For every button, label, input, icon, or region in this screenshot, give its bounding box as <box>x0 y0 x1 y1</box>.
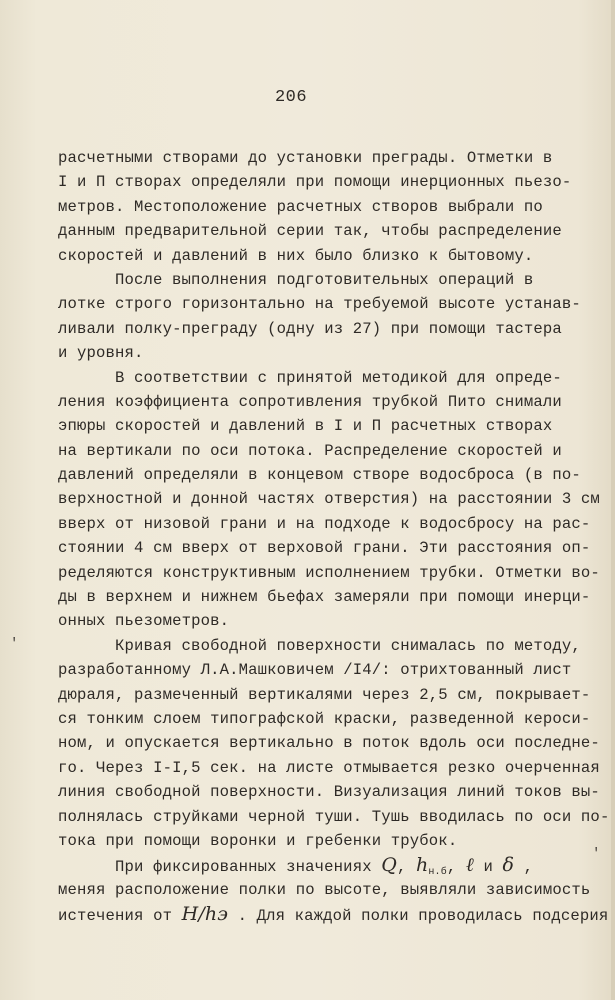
page-number: 206 <box>274 88 308 107</box>
text-line: скоростей и давлений в них было близко к бытовому. <box>58 246 534 265</box>
text-line: данным предварительной серии так, чтобы распределение <box>58 222 562 241</box>
body-text <box>58 146 610 927</box>
text-line: линия свободной поверхности. Визуализация линий токов вы- <box>58 783 600 802</box>
separator: , <box>523 858 534 877</box>
page-edge <box>611 0 615 1000</box>
line-text: истечения от <box>58 907 173 926</box>
text-line: стоянии 4 см вверх от верховой грани. Эти расстояния оп- <box>58 539 591 558</box>
text-line: ливали полку-преграду (одну из 27) при помощи тастера <box>58 319 562 338</box>
text-line: лотке строго горизонтально на требуемой высоте устанав- <box>58 295 581 314</box>
text-line: ном, и опускается вертикально в поток вдоль оси последне- <box>58 734 600 753</box>
symbol-h: h <box>416 854 429 877</box>
text-line: I и П створах определяли при помощи инерционных пьезо- <box>58 173 572 192</box>
text-line: разработанному Л.А.Машковичем /I4/: отрихтованный лист <box>58 661 572 680</box>
text-line: го. Через I-I,5 сек. на листе отмывается резко очерченная <box>58 758 600 777</box>
text-line: эпюры скоростей и давлений в I и П расчетных створах <box>58 417 553 436</box>
paragraph-start: После выполнения подготовительных операций в <box>115 270 534 289</box>
symbol-h-subscript: н.б <box>428 867 447 879</box>
text-line: ределяются конструктивным исполнением трубки. Отметки во- <box>58 563 600 582</box>
text-line: меняя расположение полки по высоте, выявляли зависимость <box>58 880 591 899</box>
text-line: ся тонким слоем типографской краски, разведенной кероси- <box>58 709 591 728</box>
margin-mark-right: ' <box>592 846 601 862</box>
text-line: метров. Местоположение расчетных створов выбрали по <box>58 197 543 216</box>
text-line: вверх от низовой грани и на подходе к водосбросу на рас- <box>58 514 591 533</box>
text-line: онных пьезометров. <box>58 612 230 631</box>
line-text: . Для каждой полки проводилась подсерия <box>237 907 609 926</box>
text-line: на вертикали по оси потока. Распределение скоростей и <box>58 441 562 460</box>
text-line: тока при помощи воронки и гребенки трубок. <box>58 831 458 850</box>
text-line: дюраля, размеченный вертикалями через 2,5 см, покрывает- <box>58 685 591 704</box>
text-line: ды в верхнем и нижнем бьефах замеряли при помощи инерци- <box>58 588 591 607</box>
text-line: верхностной и донной частях отверстия) на расстоянии 3 см <box>58 490 600 509</box>
separator: , <box>446 858 457 877</box>
text-line: и уровня. <box>58 344 144 363</box>
paragraph-start <box>58 853 598 877</box>
paragraph-start: В соответствии с принятой методикой для опреде- <box>115 368 562 387</box>
line-text: При фиксированных значениях <box>115 858 372 877</box>
text-line: полнялась струйками черной туши. Тушь вводилась по оси по- <box>58 807 610 826</box>
paragraph-start: Кривая свободной поверхности снималась по методу, <box>115 636 581 655</box>
ratio-formula: H/hэ <box>181 903 229 926</box>
symbol-delta: δ <box>502 854 515 877</box>
text-line: давлений определяли в концевом створе водосброса (в по- <box>58 466 581 485</box>
symbol-q: Q <box>381 854 397 877</box>
conjunction: и <box>483 858 493 877</box>
separator: , <box>396 858 407 877</box>
margin-mark-left: ' <box>10 636 19 652</box>
text-line: ления коэффициента сопротивления трубкой Пито снимали <box>58 392 562 411</box>
text-line <box>58 902 609 926</box>
text-line: расчетными створами до установки преграды. Отметки в <box>58 149 553 167</box>
symbol-l: ℓ <box>465 854 474 877</box>
